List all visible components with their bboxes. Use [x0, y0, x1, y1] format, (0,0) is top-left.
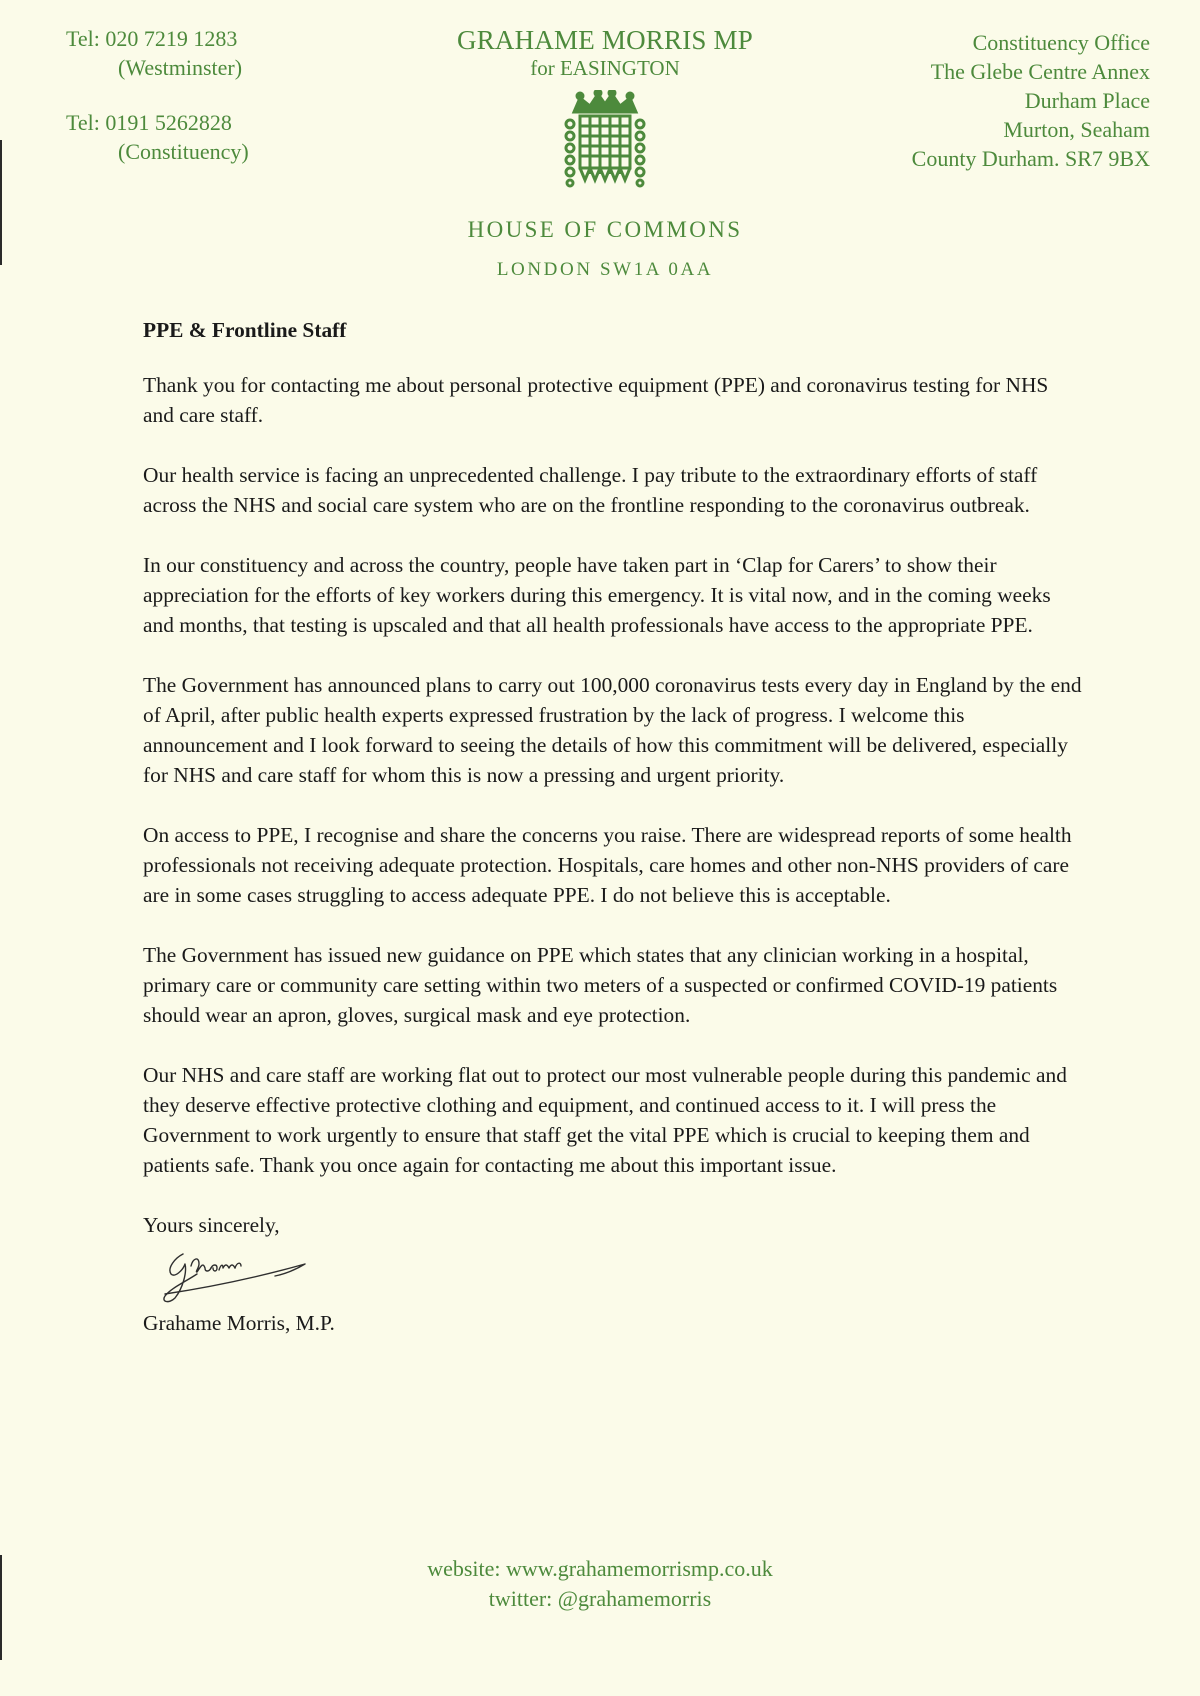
address-line: Constituency Office [972, 30, 1150, 55]
scan-edge-top [0, 140, 2, 265]
letter-paragraph: Our health service is facing an unprecedented challenge. I pay tribute to the extraordinary efforts of staff across the NHS and social care system who are on the frontline responding to the coronavirus outbreak. [143, 463, 1038, 517]
header-contact-phones [66, 24, 249, 166]
constituency-phone: Tel: 0191 5262828 [66, 110, 232, 135]
letter-paragraph: On access to PPE, I recognise and share the concerns you raise. There are widespread reports of some health professionals not receiving adequate protection. Hospitals, care homes and other non-NHS providers of care are in some cases struggling to access adequate PPE. I do not believe this is acceptable. [143, 823, 1072, 907]
constituency-label: (Constituency) [118, 139, 249, 164]
mp-name: GRAHAME MORRIS MP [457, 25, 753, 55]
letter-signer: Grahame Morris, M.P. [143, 1311, 335, 1335]
letter-paragraph: The Government has announced plans to carry out 100,000 coronavirus tests every day in England by the end of April, after public health experts expressed frustration by the lack of progress. I welcome this announcement and I look forward to seeing the details of how this commitment will be delivered, especially for NHS and care staff for whom this is now a pressing and urgent priority. [143, 673, 1082, 787]
letterhead [360, 24, 850, 190]
house-address: LONDON SW1A 0AA [496, 259, 714, 280]
portcullis-icon [560, 90, 650, 190]
letter-paragraph: Thank you for contacting me about personal protective equipment (PPE) and coronavirus testing for NHS and care staff. [143, 373, 1049, 427]
letter-closing: Yours sincerely, [143, 1213, 280, 1237]
letter-body [143, 315, 1083, 1338]
website-link[interactable]: website: www.grahamemorrismp.co.uk [427, 1556, 773, 1581]
westminster-phone: Tel: 020 7219 1283 [66, 26, 238, 51]
letter-subject: PPE & Frontline Staff [143, 318, 347, 342]
westminster-label: (Westminster) [118, 55, 243, 80]
handwritten-signature [145, 1244, 315, 1306]
letter-paragraph: In our constituency and across the country, people have taken part in ‘Clap for Carers’ to show their appreciation for the efforts of key workers during this emergency. It is vital now, and in the coming weeks and months, that testing is upscaled and that all health professionals have access to the appropriate PPE. [143, 553, 1051, 637]
constituency-office-address [912, 28, 1150, 173]
address-line: Durham Place [1024, 88, 1150, 113]
twitter-handle[interactable]: twitter: @grahamemorris [488, 1586, 712, 1611]
address-line: The Glebe Centre Annex [930, 59, 1150, 84]
address-line: County Durham. SR7 9BX [911, 146, 1150, 171]
letter-paragraph: The Government has issued new guidance on PPE which states that any clinician working in a hospital, primary care or community care setting within two meters of a suspected or confirmed COVID-19 patients should wear an apron, gloves, surgical mask and eye protection. [143, 943, 1058, 1027]
letter-footer [0, 1554, 1200, 1614]
house-of-commons: HOUSE OF COMMONS [467, 217, 743, 242]
address-line: Murton, Seaham [1003, 117, 1150, 142]
constituency-name: for EASINGTON [530, 56, 680, 80]
letter-paragraph: Our NHS and care staff are working flat out to protect our most vulnerable people during this pandemic and they deserve effective protective clothing and equipment, and continued access to it. I will press the Government to work urgently to ensure that staff get the vital PPE which is crucial to keeping them and patients safe. Thank you once again for contacting me about this important issue. [143, 1063, 1067, 1177]
